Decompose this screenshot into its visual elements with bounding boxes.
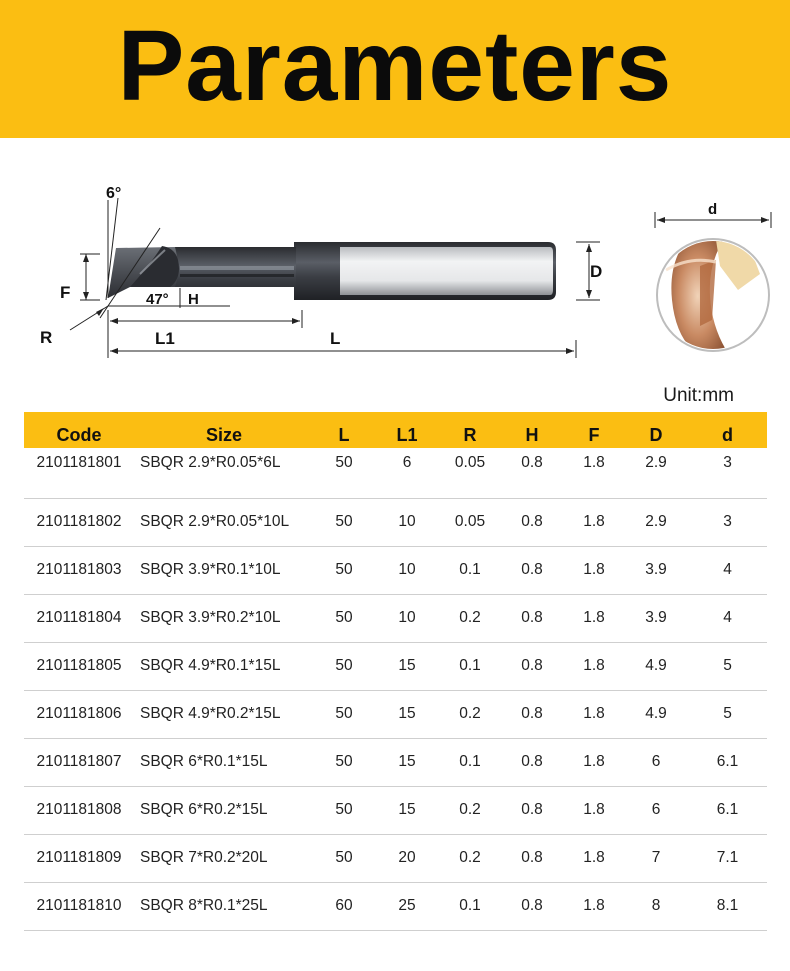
cell-h: 0.8 (500, 498, 564, 546)
cell-r: 0.2 (440, 786, 500, 834)
cell-l1: 10 (374, 546, 440, 594)
cell-d: 8.1 (688, 882, 767, 930)
tool-body (108, 242, 556, 300)
table-body (24, 448, 767, 930)
cell-size: SBQR 2.9*R0.05*10L (134, 498, 314, 546)
table-row (24, 448, 767, 498)
cell-r: 0.1 (440, 882, 500, 930)
cell-h: 0.8 (500, 786, 564, 834)
cell-code: 2101181809 (24, 834, 134, 882)
cell-l: 50 (314, 738, 374, 786)
cell-l: 50 (314, 690, 374, 738)
cell-h: 0.8 (500, 834, 564, 882)
cell-f: 1.8 (564, 594, 624, 642)
table-row (24, 834, 767, 882)
cell-r: 0.1 (440, 546, 500, 594)
cell-f: 1.8 (564, 882, 624, 930)
cell-l1: 15 (374, 738, 440, 786)
cell-l: 60 (314, 882, 374, 930)
cell-l: 50 (314, 642, 374, 690)
cell-f: 1.8 (564, 546, 624, 594)
cell-d: 3.9 (624, 594, 688, 642)
cell-h: 0.8 (500, 882, 564, 930)
cell-d: 6.1 (688, 738, 767, 786)
cell-f: 1.8 (564, 786, 624, 834)
label-d: d (708, 201, 718, 218)
unit-label: Unit:mm (663, 385, 734, 406)
column-header-h: H (525, 425, 539, 445)
cell-l: 50 (314, 594, 374, 642)
label-6deg: 6° (106, 185, 122, 202)
label-L1: L1 (155, 329, 175, 348)
cell-d: 7.1 (688, 834, 767, 882)
cell-d: 4 (688, 594, 767, 642)
cell-code: 2101181810 (24, 882, 134, 930)
cell-d: 6.1 (688, 786, 767, 834)
end-view (655, 236, 775, 358)
cell-size: SBQR 2.9*R0.05*6L (134, 448, 314, 498)
cell-size: SBQR 7*R0.2*20L (134, 834, 314, 882)
label-L: L (330, 329, 341, 348)
cell-code: 2101181805 (24, 642, 134, 690)
column-header-l1: L1 (396, 425, 418, 445)
cell-r: 0.1 (440, 738, 500, 786)
cell-l: 50 (314, 546, 374, 594)
cell-r: 0.2 (440, 834, 500, 882)
cell-code: 2101181808 (24, 786, 134, 834)
table-row (24, 738, 767, 786)
column-header-size: Size (205, 425, 243, 445)
cell-size: SBQR 3.9*R0.1*10L (134, 546, 314, 594)
cell-code: 2101181801 (24, 448, 134, 498)
cell-r: 0.2 (440, 594, 500, 642)
cell-d: 2.9 (624, 448, 688, 498)
cell-f: 1.8 (564, 642, 624, 690)
cell-l1: 10 (374, 498, 440, 546)
cell-d: 5 (688, 642, 767, 690)
cell-size: SBQR 3.9*R0.2*10L (134, 594, 314, 642)
table-row (24, 690, 767, 738)
cell-d: 3 (688, 448, 767, 498)
cell-l: 50 (314, 448, 374, 498)
cell-l1: 15 (374, 642, 440, 690)
column-header-l: L (338, 425, 350, 445)
cell-d: 6 (624, 786, 688, 834)
table-row (24, 498, 767, 546)
cell-size: SBQR 4.9*R0.1*15L (134, 642, 314, 690)
cell-d: 2.9 (624, 498, 688, 546)
cell-d: 7 (624, 834, 688, 882)
table-row (24, 546, 767, 594)
label-D: D (590, 262, 603, 281)
cell-l1: 10 (374, 594, 440, 642)
cell-d: 5 (688, 690, 767, 738)
label-R: R (40, 328, 53, 347)
page-title: Parameters (117, 10, 673, 122)
table-row (24, 786, 767, 834)
table-row (24, 642, 767, 690)
cell-size: SBQR 6*R0.2*15L (134, 786, 314, 834)
cell-d: 4.9 (624, 690, 688, 738)
cell-size: SBQR 6*R0.1*15L (134, 738, 314, 786)
cell-l: 50 (314, 498, 374, 546)
tool-diagram (0, 170, 790, 380)
column-header-r: R (463, 425, 477, 445)
cell-r: 0.2 (440, 690, 500, 738)
cell-r: 0.1 (440, 642, 500, 690)
cell-l: 50 (314, 834, 374, 882)
cell-f: 1.8 (564, 498, 624, 546)
cell-code: 2101181803 (24, 546, 134, 594)
cell-code: 2101181804 (24, 594, 134, 642)
cell-code: 2101181806 (24, 690, 134, 738)
cell-l1: 15 (374, 786, 440, 834)
cell-l1: 6 (374, 448, 440, 498)
cell-d: 8 (624, 882, 688, 930)
column-header-d: d (722, 425, 733, 445)
cell-size: SBQR 4.9*R0.2*15L (134, 690, 314, 738)
cell-l1: 25 (374, 882, 440, 930)
label-47deg: 47° (146, 291, 169, 308)
cell-d: 4.9 (624, 642, 688, 690)
title-banner (0, 0, 790, 138)
table-header-row (24, 412, 767, 448)
cell-d: 6 (624, 738, 688, 786)
cell-d: 4 (688, 546, 767, 594)
parameters-table (24, 412, 767, 931)
cell-h: 0.8 (500, 546, 564, 594)
cell-f: 1.8 (564, 834, 624, 882)
column-header-code: Code (56, 425, 102, 445)
cell-f: 1.8 (564, 448, 624, 498)
cell-h: 0.8 (500, 738, 564, 786)
cell-r: 0.05 (440, 448, 500, 498)
column-header-d: D (649, 425, 663, 445)
cell-h: 0.8 (500, 642, 564, 690)
cell-l1: 20 (374, 834, 440, 882)
cell-code: 2101181807 (24, 738, 134, 786)
column-header-f: F (588, 425, 600, 445)
cell-h: 0.8 (500, 448, 564, 498)
cell-d: 3.9 (624, 546, 688, 594)
table-row (24, 594, 767, 642)
cell-h: 0.8 (500, 690, 564, 738)
cell-f: 1.8 (564, 690, 624, 738)
cell-l: 50 (314, 786, 374, 834)
cell-l1: 15 (374, 690, 440, 738)
cell-h: 0.8 (500, 594, 564, 642)
cell-d: 3 (688, 498, 767, 546)
table-row (24, 882, 767, 930)
label-F: F (60, 283, 71, 302)
cell-f: 1.8 (564, 738, 624, 786)
label-H: H (188, 291, 199, 308)
cell-size: SBQR 8*R0.1*25L (134, 882, 314, 930)
cell-code: 2101181802 (24, 498, 134, 546)
cell-r: 0.05 (440, 498, 500, 546)
